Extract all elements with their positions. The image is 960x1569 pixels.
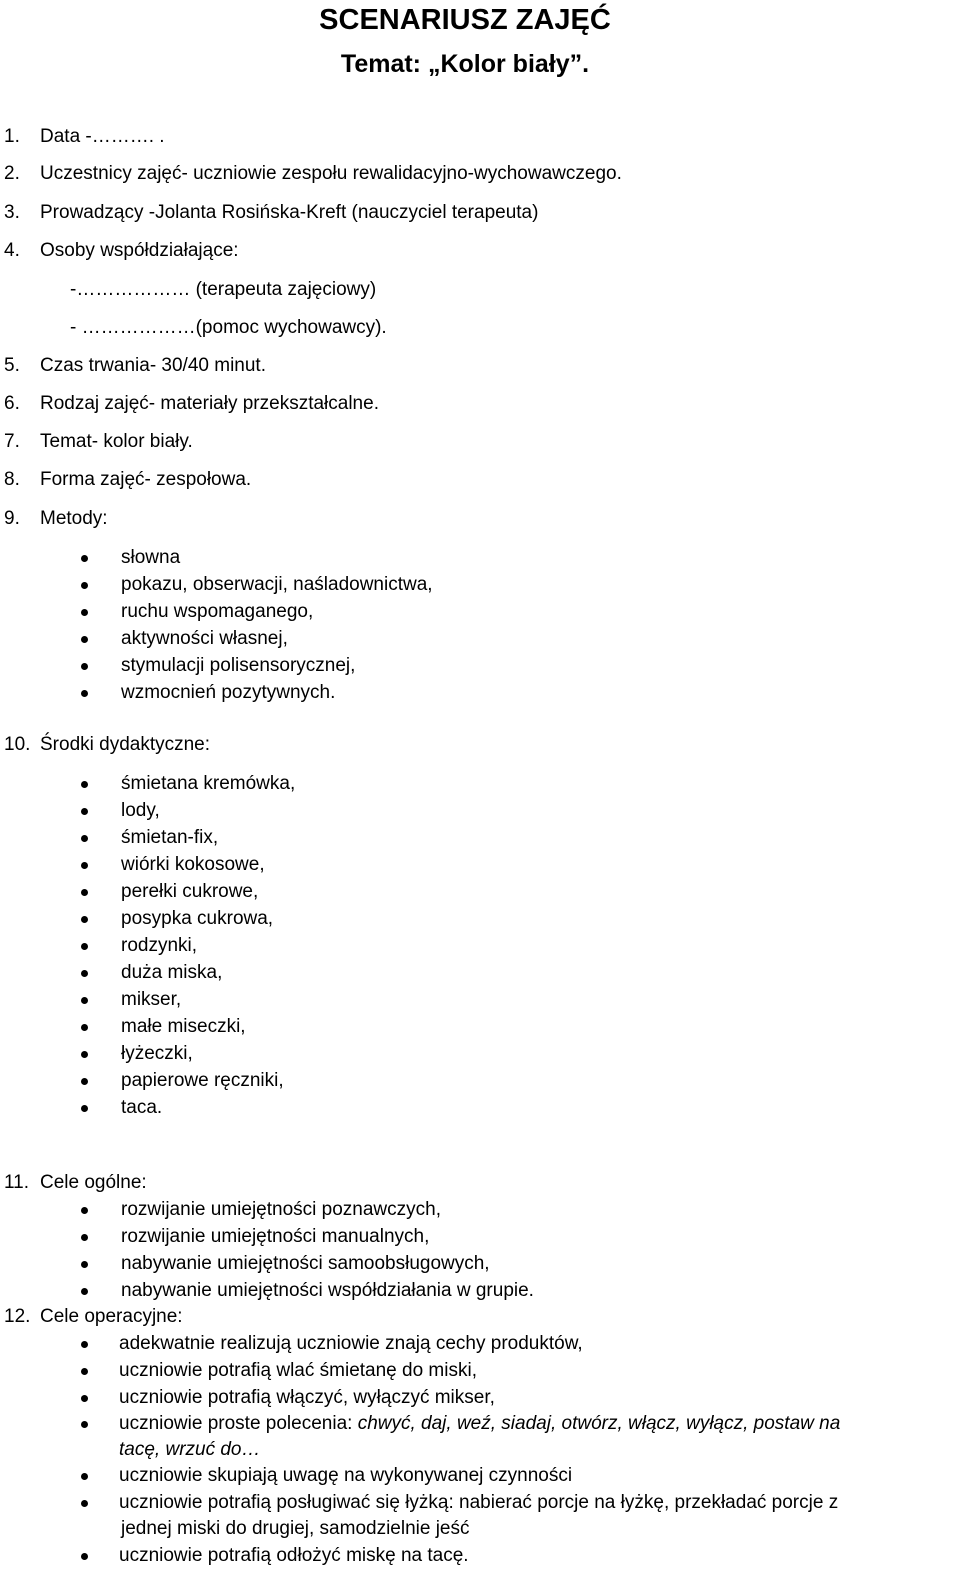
item-number: 7. [4,431,20,452]
bullet-text: nabywanie umiejętności samoobsługowych, [121,1253,490,1274]
item-text: Cele operacyjne: [40,1306,183,1327]
bullet-icon [81,835,88,842]
item-number: 1. [4,126,20,147]
bullet-text: mikser, [121,989,182,1010]
bullet-text: łyżeczki, [121,1043,193,1064]
commands-text: chwyć, daj, weź, siadaj, otwórz, włącz, wyłącz, postaw na [357,1413,841,1434]
item-text: Środki dydaktyczne: [40,734,211,755]
bullet-icon [81,609,88,616]
bullet-text: śmietana kremówka, [121,773,296,794]
bullet-icon [81,1078,88,1085]
bullet-icon [81,1288,88,1295]
item-text: Data -………. . [40,126,165,147]
cooperator-line: -……………… (terapeuta zajęciowy) [70,279,377,300]
item-number: 11. [4,1172,30,1193]
document-title: SCENARIUSZ ZAJĘĆ [319,4,611,36]
bullet-icon [81,663,88,670]
item-number: 10. [4,734,31,755]
bullet-text: uczniowie potrafią włączyć, wyłączyć mikser, [119,1387,495,1408]
bullet-icon [81,690,88,697]
bullet-icon [81,1234,88,1241]
bullet-text: wiórki kokosowe, [121,854,265,875]
bullet-text: taca. [121,1097,163,1118]
bullet-text: rozwijanie umiejętności poznawczych, [121,1199,441,1220]
item-number: 6. [4,393,20,414]
document-subtitle: Temat: „Kolor biały”. [340,50,590,78]
bullet-text: posypka cukrowa, [121,908,274,929]
bullet-icon [81,1421,88,1428]
bullet-text: papierowe ręczniki, [121,1070,284,1091]
bullet-icon [81,781,88,788]
bullet-icon [81,889,88,896]
bullet-text: stymulacji polisensorycznej, [121,655,356,676]
bullet-text: uczniowie potrafią wlać śmietanę do miski, [119,1360,477,1381]
bullet-text: nabywanie umiejętności współdziałania w grupie. [121,1280,534,1301]
bullet-icon [81,555,88,562]
item-number: 8. [4,469,20,490]
bullet-icon [81,1395,88,1402]
bullet-text-continued: jednej miski do drugiej, samodzielnie jeść [121,1518,470,1539]
bullet-icon [81,916,88,923]
bullet-icon [81,1207,88,1214]
item-number: 12. [4,1306,31,1327]
bullet-icon [81,1553,88,1560]
bullet-text: ruchu wspomaganego, [121,601,314,622]
bullet-icon [81,943,88,950]
item-text: Cele ogólne: [40,1172,147,1193]
bullet-icon [81,582,88,589]
bullet-text: rozwijanie umiejętności manualnych, [121,1226,430,1247]
bullet-text: duża miska, [121,962,223,983]
item-text: Metody: [40,508,108,529]
bullet-text: uczniowie potrafią posługiwać się łyżką: nabierać porcje na łyżkę, przekładać porcje z [119,1492,839,1513]
bullet-text: pokazu, obserwacji, naśladownictwa, [121,574,433,595]
bullet-icon [81,1051,88,1058]
bullet-text: rodzynki, [121,935,198,956]
bullet-icon [81,862,88,869]
item-text: Osoby współdziałające: [40,240,239,261]
item-text: Prowadzący -Jolanta Rosińska-Kreft (nauczyciel terapeuta) [40,202,539,223]
bullet-icon [81,1500,88,1507]
bullet-icon [81,1368,88,1375]
item-text: Uczestnicy zajęć- uczniowie zespołu rewalidacyjno-wychowawczego. [40,163,622,184]
item-number: 3. [4,202,20,223]
cooperator-line: - ………………(pomoc wychowawcy). [70,317,387,338]
bullet-icon [81,970,88,977]
bullet-icon [81,1024,88,1031]
bullet-text: lody, [121,800,160,821]
bullet-text: słowna [121,547,181,568]
bullet-text: wzmocnień pozytywnych. [121,682,336,703]
bullet-text: uczniowie skupiają uwagę na wykonywanej czynności [119,1465,573,1486]
bullet-icon [81,997,88,1004]
item-text: Rodzaj zajęć- materiały przekształcalne. [40,393,379,414]
bullet-text: małe miseczki, [121,1016,246,1037]
bullet-icon [81,808,88,815]
item-number: 2. [4,163,20,184]
bullet-text: adekwatnie realizują uczniowie znają cechy produktów, [119,1333,583,1354]
commands-text-continued: tacę, wrzuć do… [119,1439,261,1460]
bullet-icon [81,1341,88,1348]
item-number: 9. [4,508,20,529]
bullet-text: śmietan-fix, [121,827,219,848]
bullet-icon [81,1105,88,1112]
bullet-icon [81,1261,88,1268]
bullet-icon [81,636,88,643]
item-text: Forma zajęć- zespołowa. [40,469,252,490]
bullet-text [119,1411,840,1437]
bullet-text: aktywności własnej, [121,628,288,649]
item-text: Temat- kolor biały. [40,431,193,452]
item-number: 5. [4,355,20,376]
item-text: Czas trwania- 30/40 minut. [40,355,266,376]
bullet-text-prefix: uczniowie proste polecenia: [119,1413,358,1434]
bullet-icon [81,1473,88,1480]
bullet-text: uczniowie potrafią odłożyć miskę na tacę. [119,1545,469,1566]
bullet-text: perełki cukrowe, [121,881,259,902]
item-number: 4. [4,240,20,261]
